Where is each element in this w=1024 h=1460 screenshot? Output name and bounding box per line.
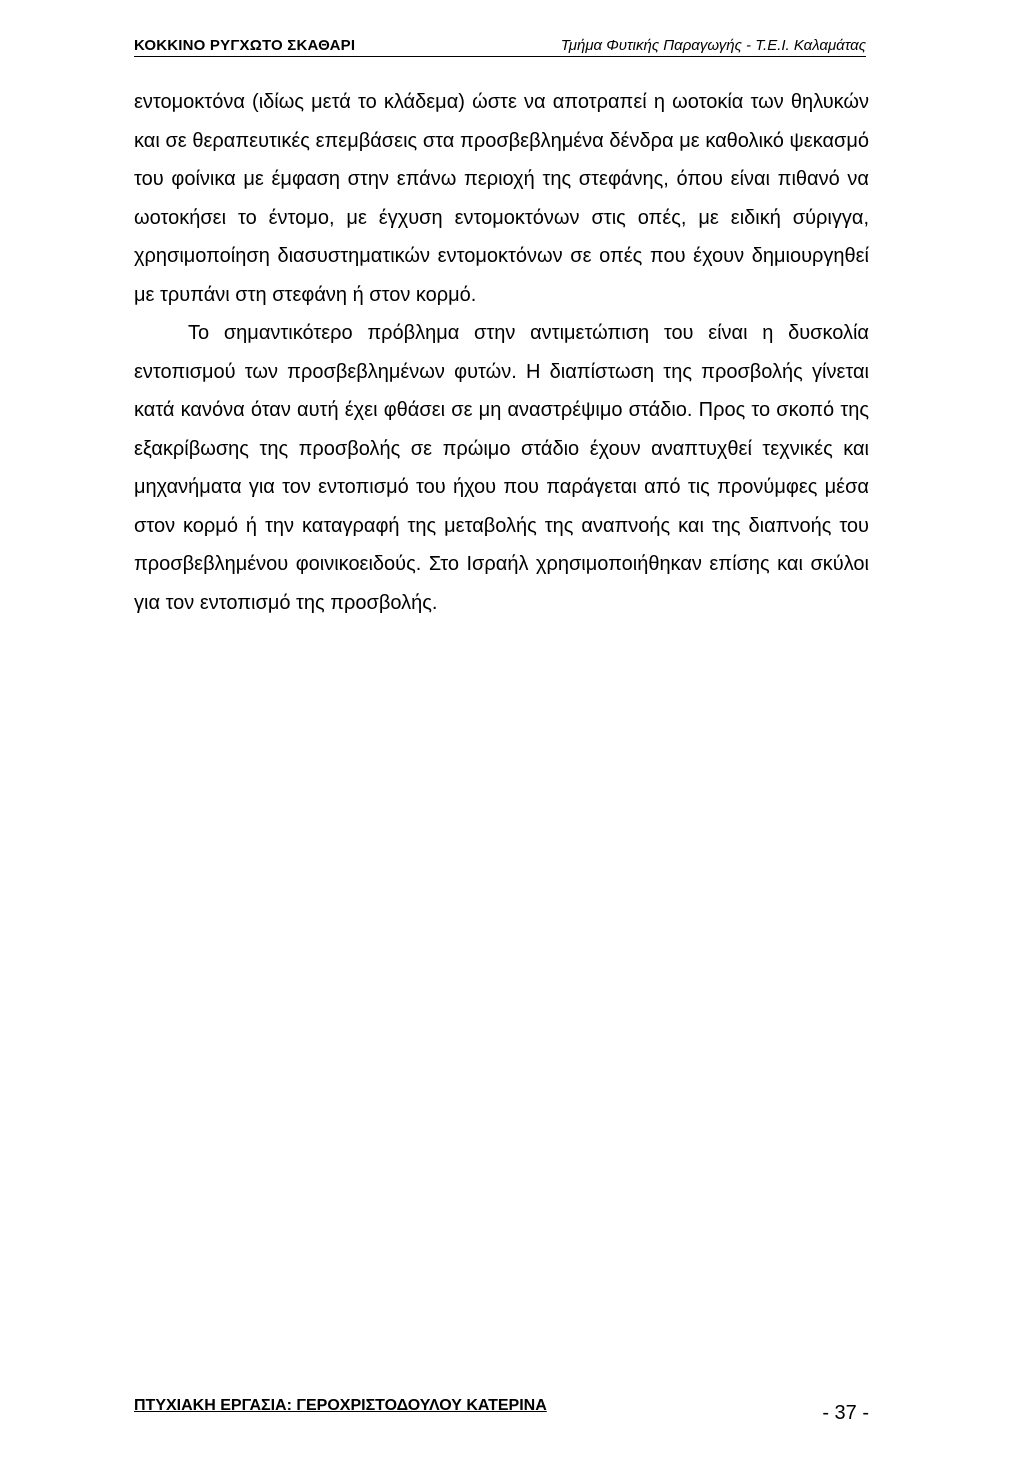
- page-header: [134, 36, 866, 57]
- header-department: Τμήμα Φυτικής Παραγωγής - Τ.Ε.Ι. Καλαμάτας: [560, 37, 866, 54]
- header-title: ΚΟΚΚΙΝΟ ΡΥΓΧΩΤΟ ΣΚΑΘΑΡΙ: [134, 37, 356, 54]
- paragraph-2: Το σημαντικότερο πρόβλημα στην αντιμετώπιση του είναι η δυσκολία εντοπισμού των προσβεβλημένων φυτών. Η διαπίστωση της προσβολής γίνεται κατά κανόνα όταν αυτή έχει φθάσει σε μη αναστρέψιμο στάδιο. Προς το σκοπό της εξακρίβωσης της προσβολής σε πρώιμο στάδιο έχουν αναπτυχθεί τεχνικές και μηχανήματα για τον εντοπισμό του ήχου που παράγεται από τις προνύμφες μέσα στον κορμό ή την καταγραφή της μεταβολής της αναπνοής και της διαπνοής του προσβεβλημένου φοινικοειδούς. Στο Ισραήλ χρησιμοποιήθηκαν επίσης και σκύλοι για τον εντοπισμό της προσβολής.: [134, 322, 869, 614]
- page-number: - 37 -: [822, 1402, 869, 1424]
- body-text: [134, 83, 869, 622]
- footer-author: ΠΤΥΧΙΑΚΗ ΕΡΓΑΣΙΑ: ΓΕΡΟΧΡΙΣΤΟΔΟΥΛΟΥ ΚΑΤΕΡΙΝΑ: [134, 1397, 547, 1414]
- paragraph-1: εντομοκτόνα (ιδίως μετά το κλάδεμα) ώστε να αποτραπεί η ωοτοκία των θηλυκών και σε θεραπευτικές επεμβάσεις στα προσβεβλημένα δένδρα με καθολικό ψεκασμό του φοίνικα με έμφαση στην επάνω περιοχή της στεφάνης, όπου είναι πιθανό να ωοτοκήσει το έντομο, με έγχυση εντομοκτόνων στις οπές, με ειδική σύριγγα, χρησιμοποίηση διασυστηματικών εντομοκτόνων σε οπές που έχουν δημιουργηθεί με τρυπάνι στη στεφάνη ή στον κορμό.: [134, 91, 869, 306]
- page-footer: [134, 1390, 869, 1430]
